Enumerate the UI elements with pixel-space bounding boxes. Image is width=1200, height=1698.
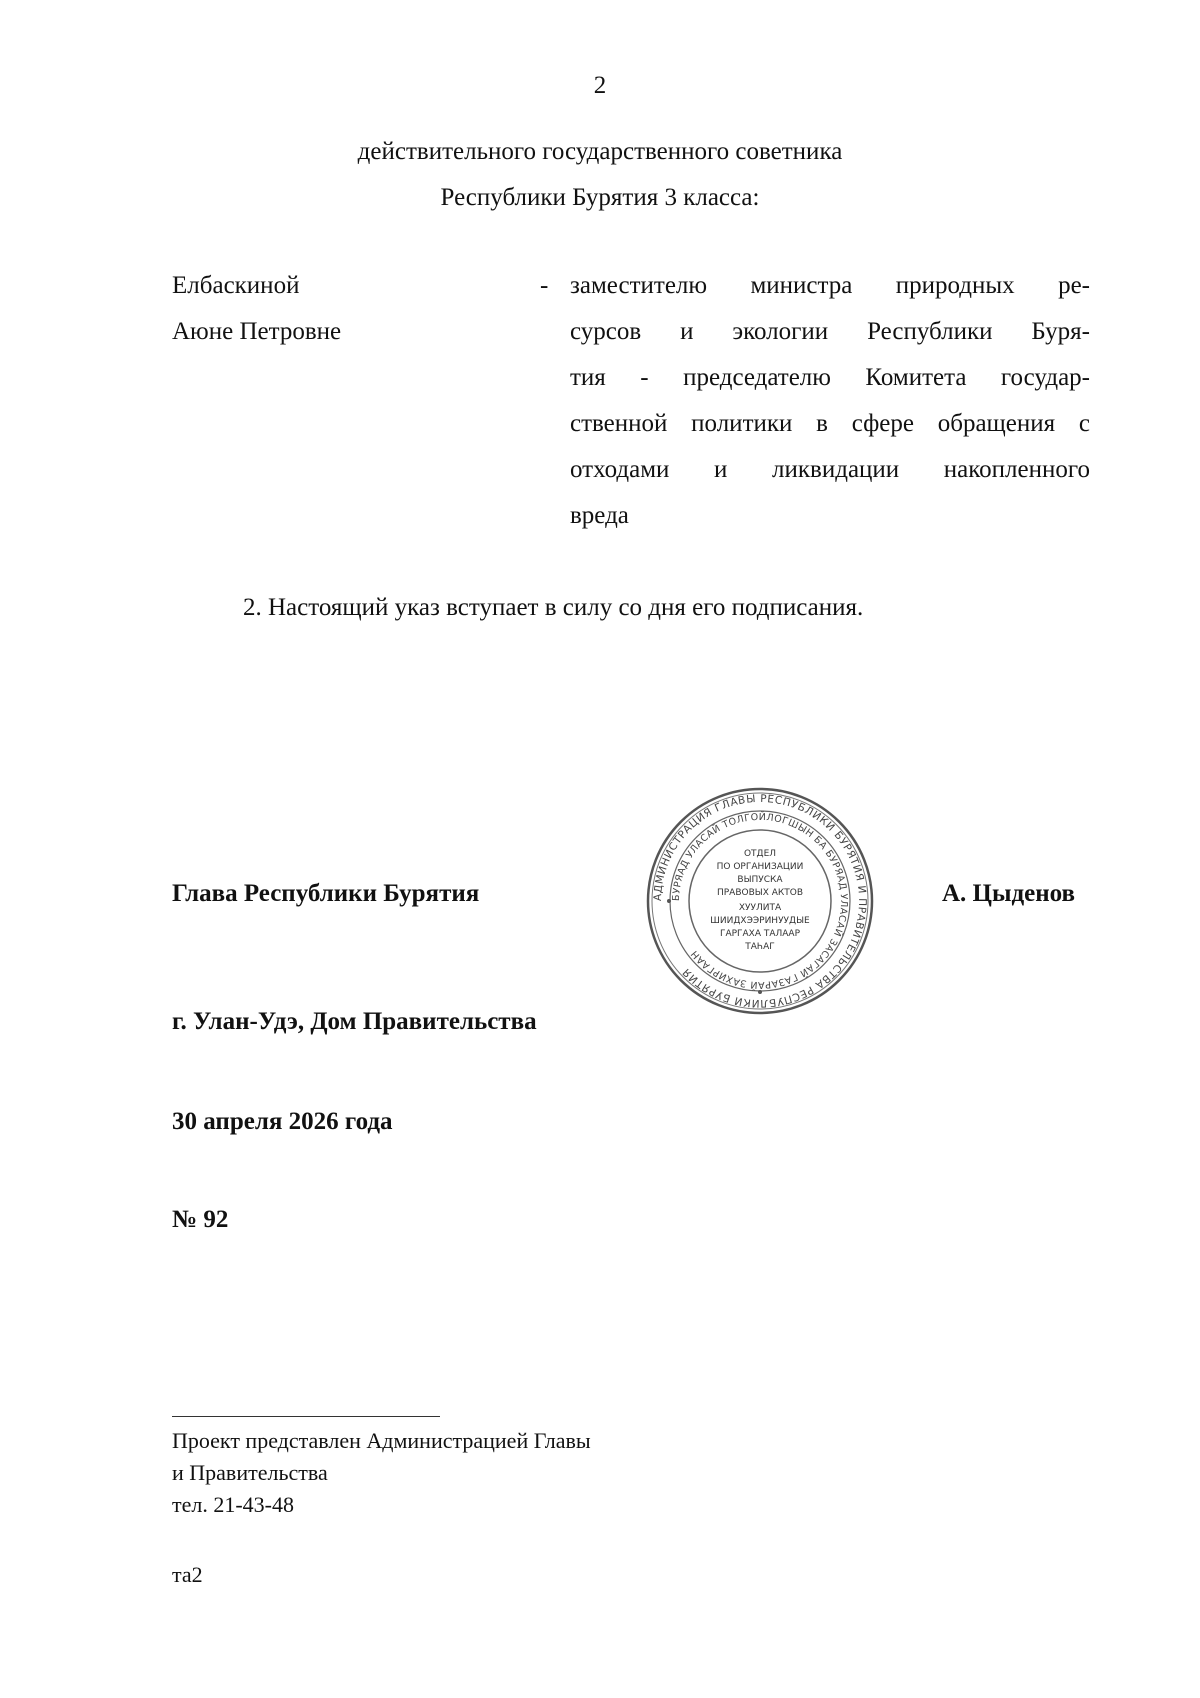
seal-outer-text: АДМИНИСТРАЦИЯ ГЛАВЫ РЕСПУБЛИКИ БУРЯТИЯ И ПРАВИТЕЛЬСТВА РЕСПУБЛИКИ БУРЯТИЯ (651, 792, 869, 1010)
svg-text:ХУУЛИТА: ХУУЛИТА (738, 903, 782, 913)
initials: та2 (172, 1562, 203, 1587)
position-line-6: вреда (570, 502, 629, 529)
svg-text:ТАҺАГ: ТАҺАГ (745, 942, 775, 952)
position-line-2: сурсов и экологии Республики Буря- (570, 318, 1090, 345)
document-number: № 92 (172, 1206, 229, 1233)
svg-text:ПРАВОВЫХ АКТОВ: ПРАВОВЫХ АКТОВ (716, 888, 804, 898)
seal-dot-left (667, 899, 671, 903)
svg-text:ПО ОРГАНИЗАЦИИ: ПО ОРГАНИЗАЦИИ (716, 862, 804, 872)
footnote-phone: тел. 21-43-48 (172, 1492, 295, 1517)
seal-inner-ring-text: БУРЯАД УЛАСАЙ ТОЛГОЙЛОГШЫН БА БУРЯАД УЛАСАЙ ЗАСАГАЙ ГАЗАРАЙ ЗАХИРГААН (670, 811, 850, 991)
appointee-surname: Елбаскиной (172, 272, 300, 299)
position-line-4: ственной политики в сфере обращения с (570, 410, 1090, 437)
signature-name: А. Цыденов (942, 880, 1076, 907)
svg-text:ОТДЕЛ: ОТДЕЛ (743, 849, 777, 859)
footnote-line-1: Проект представлен Администрацией Главы (172, 1428, 591, 1453)
svg-text:ГАРГАХА ТАЛААР: ГАРГАХА ТАЛААР (719, 929, 801, 939)
signature-title: Глава Республики Бурятия (172, 880, 480, 907)
position-line-1: заместителю министра природных ре- (570, 272, 1090, 299)
svg-text:ВЫПУСКА: ВЫПУСКА (737, 875, 783, 885)
appointee-dash: - (540, 272, 549, 299)
position-line-5: отходами и ликвидации накопленного (570, 456, 1090, 483)
clause-2: 2. Настоящий указ вступает в силу со дня его подписания. (243, 594, 864, 621)
date: 30 апреля 2026 года (172, 1108, 393, 1135)
position-line-3: тия - председателю Комитета государ- (570, 364, 1090, 391)
appointee-given-names: Аюне Петровне (172, 318, 342, 345)
place: г. Улан-Удэ, Дом Правительства (172, 1008, 537, 1035)
seal-center-text (710, 849, 810, 952)
footnote-line-2: и Правительства (172, 1460, 328, 1485)
footnote-divider (172, 1416, 440, 1417)
official-seal-stamp (645, 786, 875, 1016)
heading-line-1: действительного государственного советника (357, 138, 843, 165)
seal-dot-bottom (758, 990, 762, 994)
seal-middle-ring (670, 811, 850, 991)
page-number: 2 (593, 72, 607, 99)
svg-text:ШИИДХЭЭРИНУУДЫЕ: ШИИДХЭЭРИНУУДЫЕ (710, 916, 810, 926)
heading-line-2: Республики Бурятия 3 класса: (440, 184, 760, 211)
